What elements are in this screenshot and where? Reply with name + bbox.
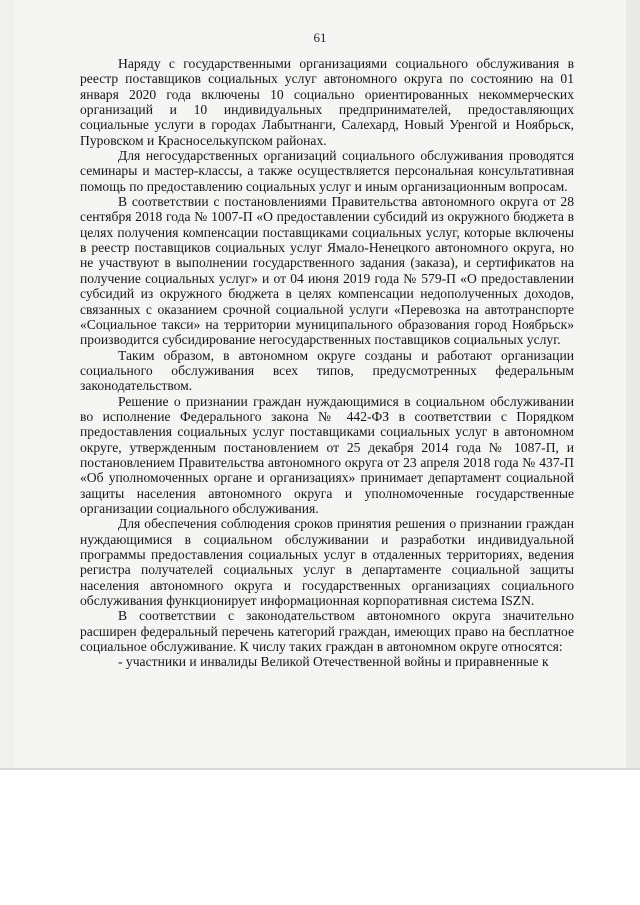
- paragraph-seminars: Для негосударственных организаций социального обслуживания проводятся семинары и мастер-классы, а также осуществляется персональная консультативная помощь по предоставлению социальных услуг и иным организационным вопросам.: [80, 148, 574, 194]
- paper-bottom-edge: [0, 768, 640, 770]
- paragraph-recognition-decision: Решение о признании граждан нуждающимися в социальном обслуживании во исполнение Федерального закона № 442-ФЗ в соответствии с Порядком предоставления социальных услуг поставщиками социальных услуг в автономном округе, утвержденным постановлением от 25 декабря 2014 года № 1087-П, и постановлением Правительства автономного округа от 23 апреля 2018 года № 437-П «Об уполномоченных органе и организациях» принимает департамент социальной защиты населения автономного округа и уполномоченные государственные организации социального обслуживания.: [80, 393, 574, 516]
- body-text: [80, 56, 574, 670]
- paragraph-subsidies: В соответствии с постановлениями Правительства автономного округа от 28 сентября 2018 года № 1007-П «О предоставлении субсидий из окружного бюджета в целях получения компенсации поставщиками социальных услуг, которые включены в реестр поставщиков социальных услуг Ямало-Ненецкого автономного округа, но не участвуют в выполнении государственного задания (заказа), и сертификатов на получение социальных услуг» и от 04 июня 2019 года № 579-П «О предоставлении субсидий из окружного бюджета в целях компенсации недополученных доходов, связанных с оказанием срочной социальной услуги «Перевозка на автотранспорте «Социальное такси» на территории муниципального образования город Ноябрьск» производится субсидирование негосударственных поставщиков социальных услуг.: [80, 194, 574, 348]
- paragraph-iszn-system: Для обеспечения соблюдения сроков принятия решения о признании граждан нуждающимися в социальном обслуживании и разработки индивидуальной программы предоставления социальных услуг в отдаленных территориях, ведения регистра получателей социальных услуг в департаменте социальной защиты населения автономного округа и государственных организациях социального обслуживания функционирует информационная корпоративная система ISZN.: [80, 516, 574, 609]
- scan-right-edge: [626, 0, 640, 770]
- list-item-war-veterans: - участники и инвалиды Великой Отечественной войны и приравненные к: [118, 654, 549, 670]
- paragraph-free-service-categories: В соответствии с законодательством автономного округа значительно расширен федеральный перечень категорий граждан, имеющих право на бесплатное социальное обслуживание. К числу таких граждан в автономном округе относятся:: [80, 608, 574, 655]
- paragraph-registry-providers: Наряду с государственными организациями социального обслуживания в реестр поставщиков социальных услуг автономного округа по состоянию на 01 января 2020 года включены 10 социально ориентированных некоммерческих организаций и 10 индивидуальных предпринимателей, предоставляющих социальные услуги в городах Лабытнанги, Салехард, Новый Уренгой и Ноябрьск, Пуровском и Красноселькупском районах.: [80, 56, 574, 148]
- paragraph-organizations-summary: Таким образом, в автономном округе созданы и работают организации социального обслуживания всех типов, предусмотренных федеральным законодательством.: [80, 347, 574, 394]
- page-number: 61: [313, 30, 327, 45]
- scan-left-edge: [0, 0, 14, 770]
